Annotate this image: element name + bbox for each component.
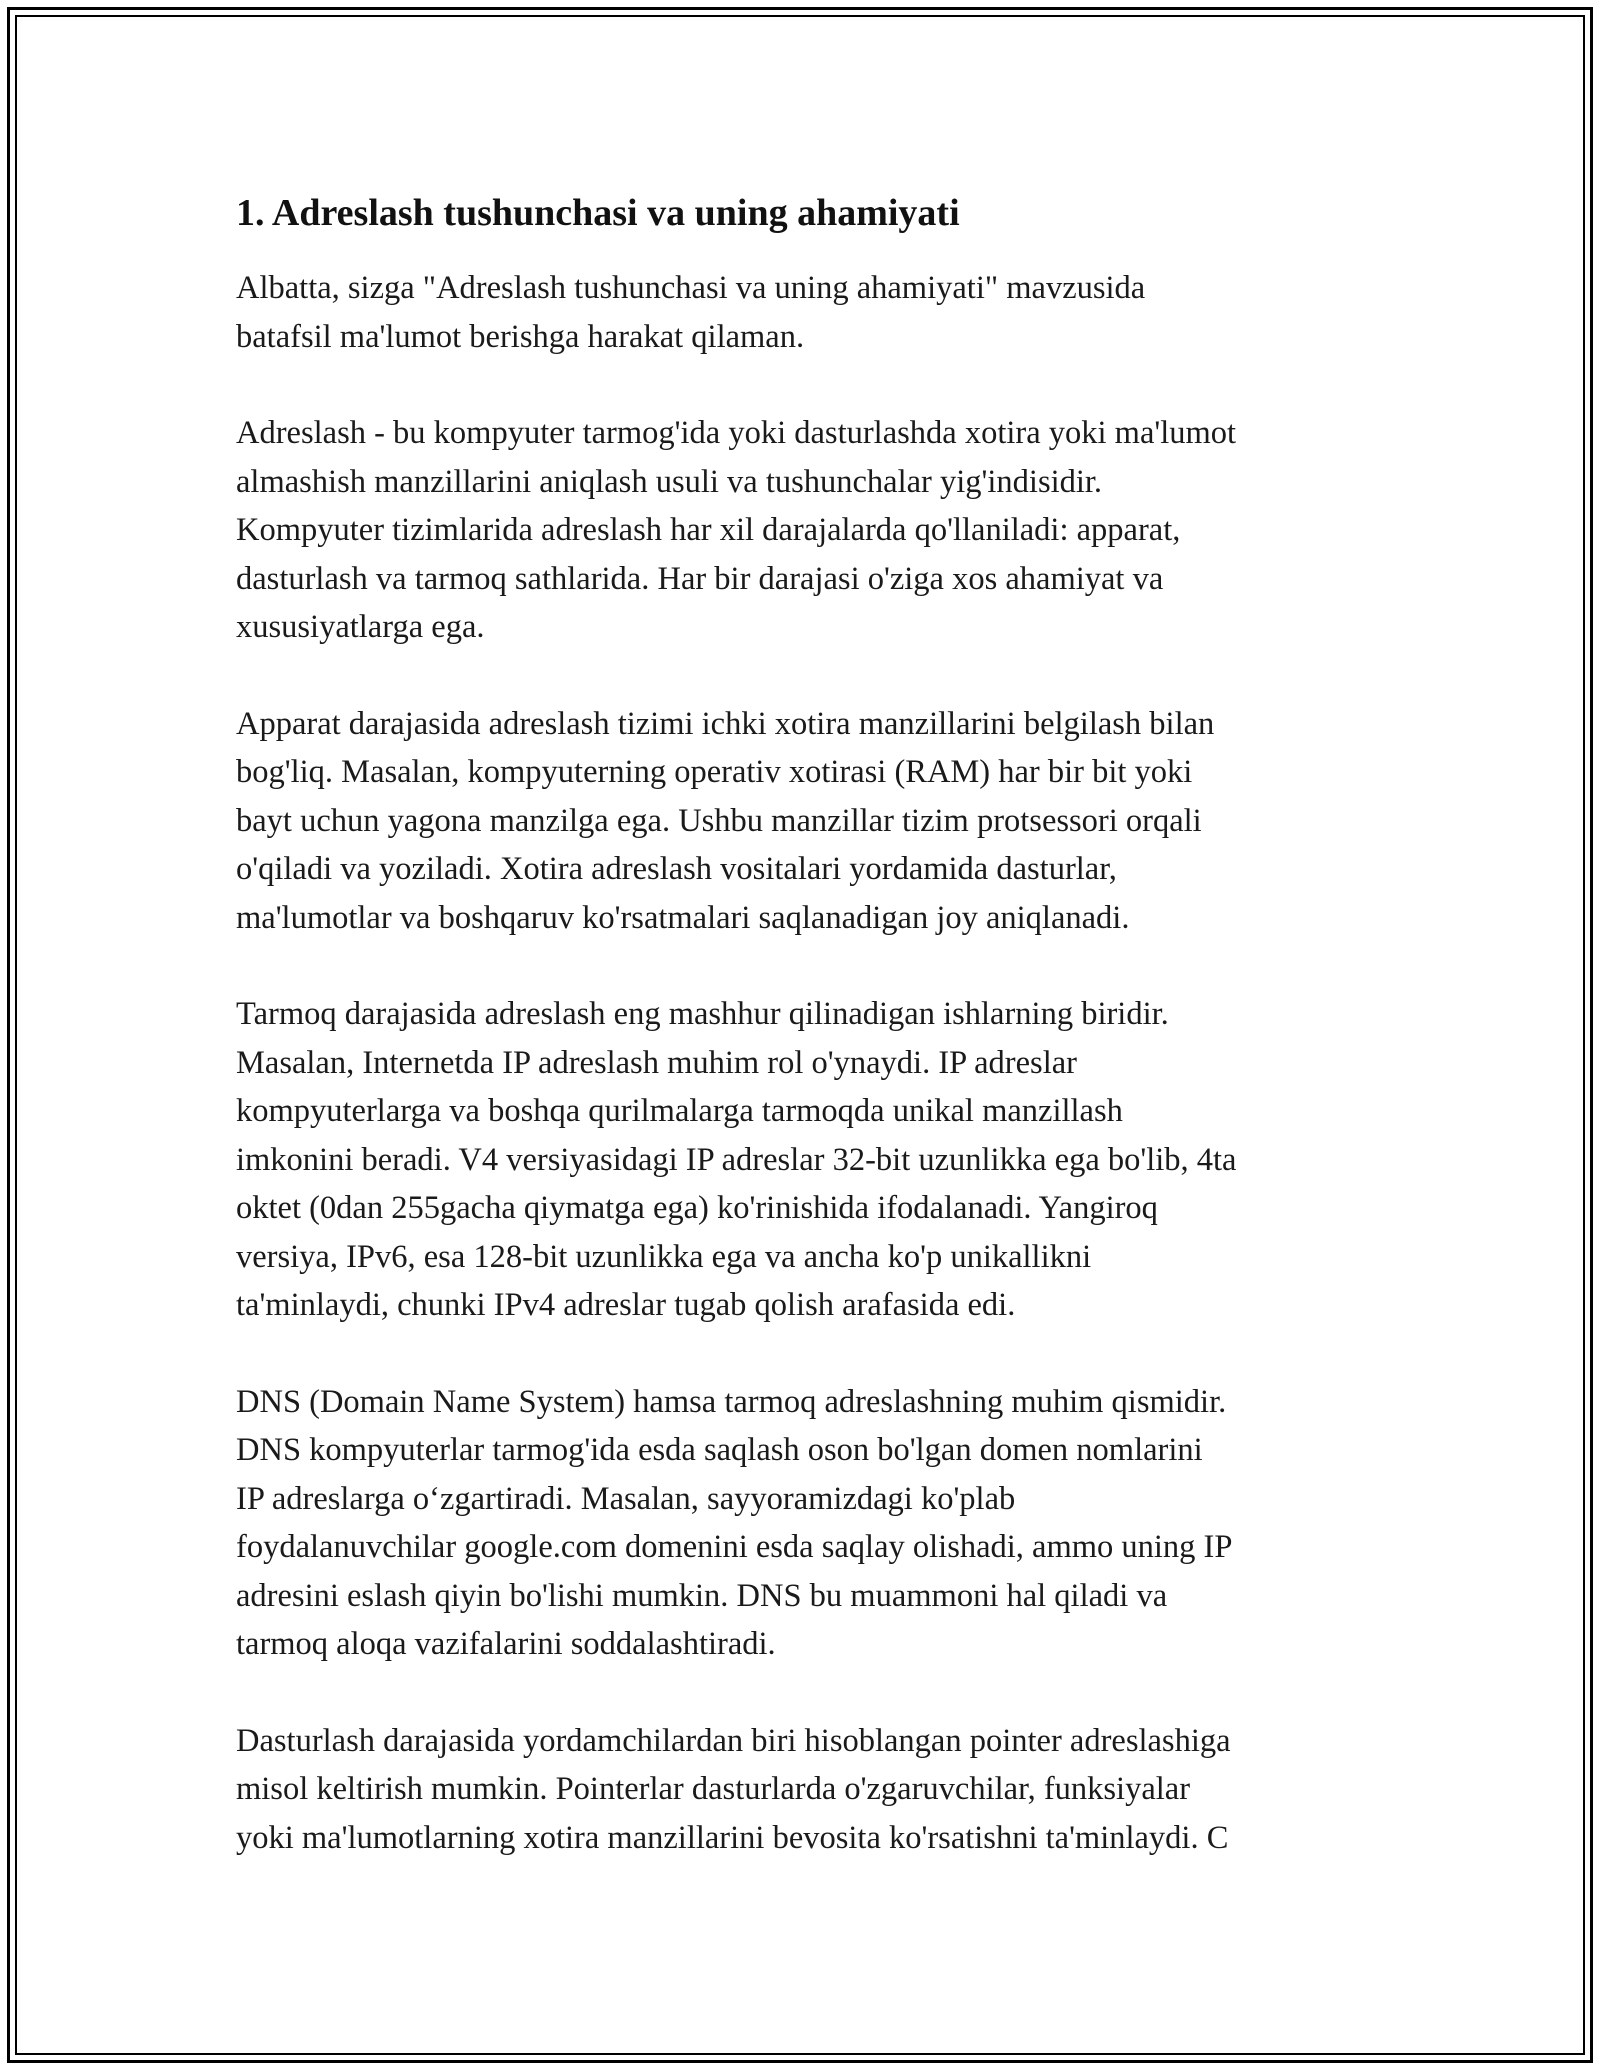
paragraph-hardware-level: Apparat darajasida adreslash tizimi ichki xotira manzillarini belgilash bilan bog'liq. Masalan, kompyuterning operativ xotirasi (RAM) har bir bit yoki bayt uchun yagona manzilga ega. Ushbu manzillar tizim protsessori orqali o'qiladi va yoziladi. Xotira adreslash vositalari yordamida dasturlar, ma'lumotlar va boshqaruv ko'rsatmalari saqlanadigan joy aniqlanadi. xyxy=(236,705,1215,936)
document-body xyxy=(236,182,1376,1910)
section-heading: 1. Adreslash tushunchasi va uning ahamiyati xyxy=(236,192,960,234)
paragraph-intro: Albatta, sizga "Adreslash tushunchasi va uning ahamiyati" mavzusida batafsil ma'lumot berishga harakat qilaman. xyxy=(236,270,1146,355)
paragraph-dns: DNS (Domain Name System) hamsa tarmoq adreslashning muhim qismidir. DNS kompyuterlar tarmog'ida esda saqlash oson bo'lgan domen nomlarini IP adreslarga oʻzgartiradi. Masalan, sayyoramizdagi ko'plab foydalanuvchilar google.com domenini esda saqlay olishadi, ammo uning IP adresini eslash qiyin bo'lishi mumkin. DNS bu muammoni hal qiladi va tarmoq aloqa vazifalarini soddalashtiradi. xyxy=(236,1383,1233,1662)
paragraph-network-level: Tarmoq darajasida adreslash eng mashhur qilinadigan ishlarning biridir. Masalan, Internetda IP adreslash muhim rol o'ynaydi. IP adreslar kompyuterlarga va boshqa qurilmalarga tarmoqda unikal manzillash imkonini beradi. V4 versiyasidagi IP adreslar 32-bit uzunlikka ega bo'lib, 4ta oktet (0dan 255gacha qiymatga ega) ko'rinishida ifodalanadi. Yangiroq versiya, IPv6, esa 128-bit uzunlikka ega va ancha ko'p unikallikni ta'minlaydi, chunki IPv4 adreslar tugab qolish arafasida edi. xyxy=(236,996,1237,1323)
paragraph-definition: Adreslash - bu kompyuter tarmog'ida yoki dasturlashda xotira yoki ma'lumot almashish manzillarini aniqlash usuli va tushunchalar yig'indisidir. Kompyuter tizimlarida adreslash har xil darajalarda qo'llaniladi: apparat, dasturlash va tarmoq sathlarida. Har bir darajasi o'ziga xos ahamiyat va xususiyatlarga ega. xyxy=(236,415,1237,645)
paragraph-programming-level: Dasturlash darajasida yordamchilardan biri hisoblangan pointer adreslashiga misol keltirish mumkin. Pointerlar dasturlarda o'zgaruvchilar, funksiyalar yoki ma'lumotlarning xotira manzillarini bevosita ko'rsatishni ta'minlaydi. C xyxy=(236,1722,1231,1856)
